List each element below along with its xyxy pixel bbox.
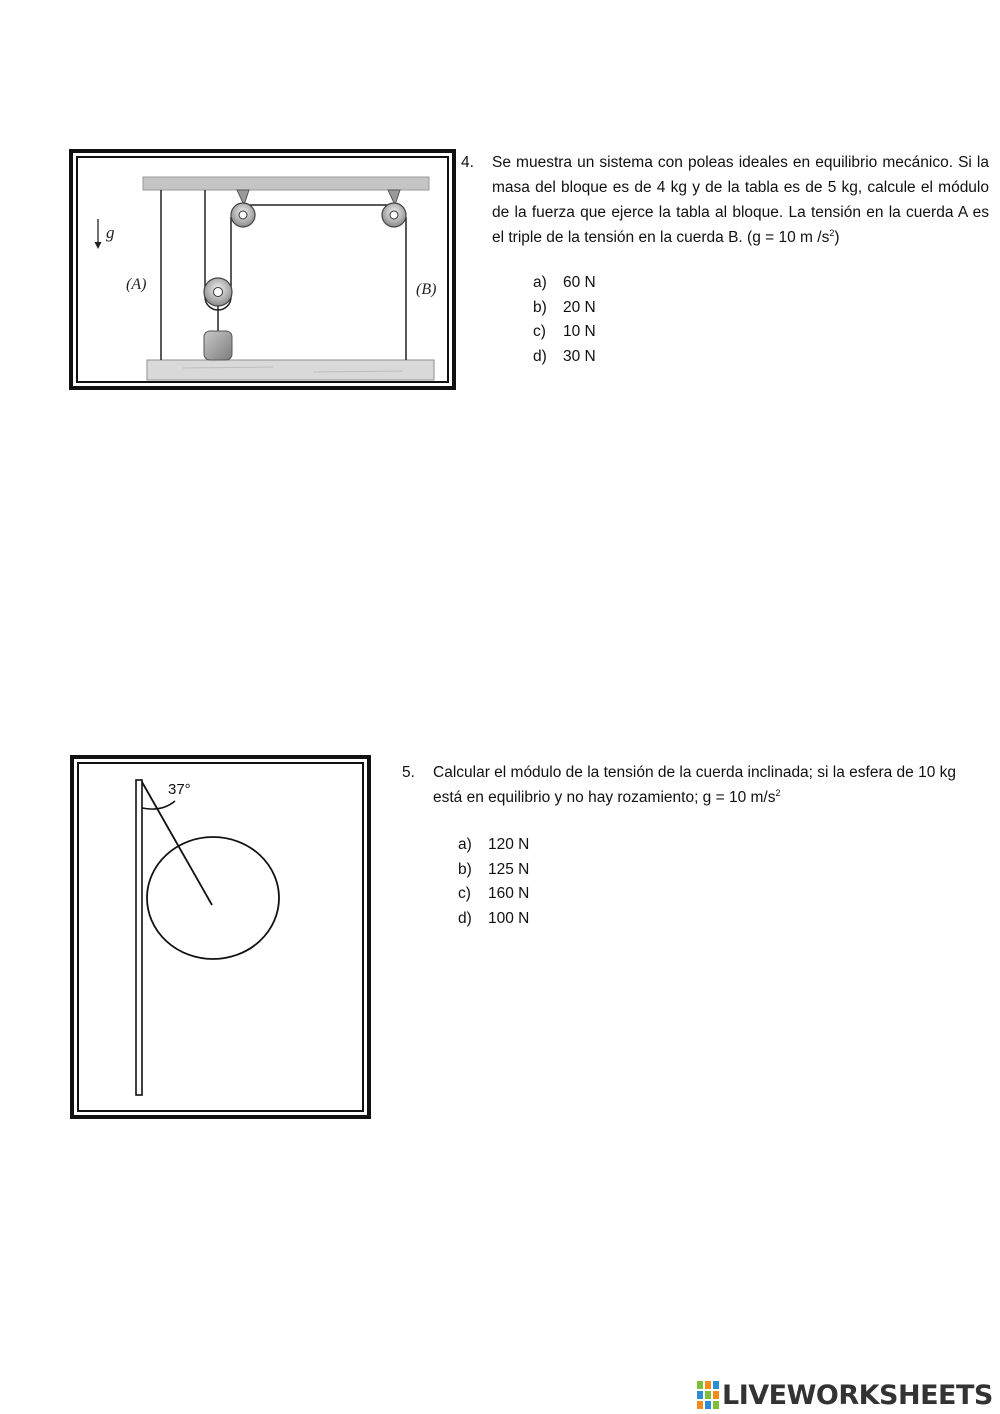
fixed-pulley-left [231, 203, 255, 227]
option-c[interactable]: c) 10 N [533, 323, 596, 340]
label-b: (B) [416, 281, 437, 298]
brand-name: LIVEWORKSHEETS [722, 1379, 993, 1411]
option-b[interactable]: b) 125 N [458, 860, 530, 878]
wall [136, 780, 142, 1095]
sphere-wall-figure [70, 755, 371, 1119]
question-text: Calcular el módulo de la tensión de la cuerda inclinada; si la esfera de 10 kg está en equilibrio y no hay rozamiento; g = 10 $m/s^2$ [433, 764, 957, 806]
answer-options [533, 270, 989, 368]
pulley-system-drawing [73, 153, 460, 394]
option-c[interactable]: c) 160 N [458, 885, 530, 902]
angle-label: 37° [168, 781, 191, 798]
question-text: Se muestra un sistema con poleas ideales en equilibrio mecánico. Si la masa del bloque es de 4 kg y de la tabla es de 5 kg, calcule el módulo de la fuerza que ejerce la tabla al bloque. La tensión en la cuerda A es el triple de la tensión en la cuerda B. (g = 10 m $/s^2$) [492, 154, 989, 246]
moving-pulley [204, 278, 232, 306]
liveworksheets-logo-icon [697, 1381, 719, 1409]
question-4 [461, 150, 989, 368]
sphere [147, 837, 279, 959]
answer-options [458, 832, 972, 930]
gravity-label: g [106, 223, 115, 242]
inclined-rope [142, 782, 212, 905]
question-number: 5. [402, 764, 415, 781]
sphere-wall-drawing [74, 759, 375, 1123]
block [204, 331, 232, 360]
label-a: (A) [126, 276, 147, 293]
option-d[interactable]: d) 30 N [533, 347, 596, 365]
wooden-board [147, 360, 434, 380]
option-b[interactable]: b) 20 N [533, 298, 596, 316]
question-number: 4. [461, 154, 474, 171]
option-a[interactable]: a) 60 N [533, 274, 596, 291]
ceiling-beam [143, 177, 429, 190]
liveworksheets-brand [697, 1380, 993, 1410]
option-d[interactable]: d) 100 N [458, 909, 530, 927]
fixed-pulley-right [382, 203, 406, 227]
option-a[interactable]: a) 120 N [458, 836, 530, 853]
question-5 [402, 760, 972, 930]
pulley-system-figure [69, 149, 456, 390]
gravity-arrow-icon [95, 219, 102, 249]
